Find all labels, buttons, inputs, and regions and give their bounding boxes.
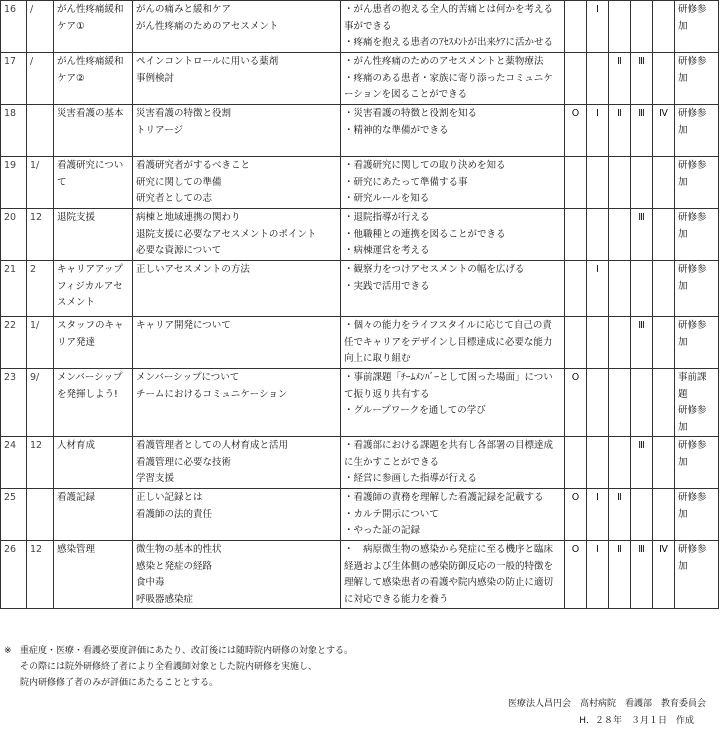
row-theme: がん性疼痛緩和ケア② [54,53,133,105]
level-cell [587,317,609,369]
level-cell [609,1,631,53]
row-goals [341,209,565,261]
level-cell: Ⅱ [609,105,631,157]
row-goals-line: ・他職種との連携を図ることができる [344,228,506,240]
level-cell [609,157,631,209]
level-cell: Ⅲ [631,541,653,609]
row-contents-line: トリアージ [136,124,184,136]
row-method: 研修参加 [675,541,719,609]
table-row [1,209,719,261]
row-contents [133,53,341,105]
row-method: 研修参加 [675,489,719,541]
row-goals-line: ・看護部における課題を共有し各部署の目標達成に生かすことができる [344,440,554,468]
row-contents-line: 病棟と地域連携の関わり [136,212,241,223]
row-goals [341,105,565,157]
row-goals [341,489,565,541]
level-cell [653,437,675,489]
row-contents [133,541,341,609]
row-goals-line: ・看護師の責務を理解した看護記録を記載する [344,492,544,503]
level-cell [653,53,675,105]
level-cell [565,1,587,53]
row-goals [341,541,565,609]
row-number: 24 [1,437,27,489]
level-cell [587,209,609,261]
row-date: 12 [27,209,54,261]
row-number: 16 [1,1,27,53]
row-number: 22 [1,317,27,369]
footer-organization: 医療法人昌円会 高村病院 看護部 教育委員会 [507,699,706,709]
row-theme: 退院支援 [54,209,133,261]
row-theme: 災害看護の基本 [54,105,133,157]
row-contents-line: チームにおけるコミュニケーション [136,388,288,400]
level-cell [565,53,587,105]
row-contents-line: 看護研究者がするべきこと [136,160,251,171]
table-row [1,261,719,317]
row-theme: 感染管理 [54,541,133,609]
row-contents [133,105,341,157]
row-contents [133,261,341,317]
row-method: 研修参加 [675,53,719,105]
table-row [1,437,719,489]
level-cell [609,317,631,369]
row-goals-line: ・研究ルールを知る [344,193,430,204]
row-contents-line: 退院支援に必要なアセスメントのポイント [136,228,317,240]
row-contents-line: 事例検討 [136,72,175,84]
row-goals-line: ・看護研究に関しての取り決めを知る [344,160,506,171]
notes [4,643,714,691]
row-theme: がん性疼痛緩和ケア① [54,1,133,53]
row-goals-line: ・個々の能力をライフスタイルに応じて自己の責任でキャリアをデザインし目標達成に必要な能力向上に取り組む [344,320,553,364]
row-goals [341,157,565,209]
level-cell: Ⅳ [653,105,675,157]
row-goals-line: ・精神的な準備ができる [344,124,449,136]
level-cell [587,369,609,437]
level-cell [609,369,631,437]
level-cell: Ⅰ [587,105,609,157]
row-number: 19 [1,157,27,209]
row-method: 事前課題 研修参加 [675,369,719,437]
level-cell [565,437,587,489]
level-cell [653,261,675,317]
row-goals [341,261,565,317]
row-contents [133,369,341,437]
level-cell: Ⅰ [587,1,609,53]
row-contents-line: 微生物の基本的性状 [136,544,222,555]
row-date: / [27,53,54,105]
row-goals-line: ・疼痛を抱える患者のｱｾｽﾒﾝﾄが出来ｹｱに活かせる [344,37,554,48]
row-method: 研修参加 [675,209,719,261]
row-goals-line: ・ 病原微生物の感染から発症に至る機序と臨床経過および生体側の感染防御反応の一般的特徴を理解して感染患者の看護や院内感染の防止に適切に対応できる能力を養う [344,544,554,605]
level-cell [565,317,587,369]
note-mark: ※ [4,646,12,656]
level-cell [631,157,653,209]
row-theme: 人材育成 [54,437,133,489]
table-row [1,541,719,609]
note-line-2: その際には院外研修終了者により全看護師対象とした院内研修を実施し、 [20,662,318,672]
level-cell: Ⅲ [631,105,653,157]
table-row [1,1,719,53]
row-number: 23 [1,369,27,437]
row-method: 研修参加 [675,157,719,209]
level-cell [653,369,675,437]
row-date: 2 [27,261,54,317]
table-row [1,53,719,105]
row-contents-line: 呼吸器感染症 [136,593,194,605]
row-contents [133,437,341,489]
row-goals-line: ・がん性疼痛のためのアセスメントと薬物療法 [344,56,544,67]
row-date: 12 [27,541,54,609]
level-cell: O [565,369,587,437]
row-contents-line: 災害看護の特徴と役割 [136,108,232,119]
row-goals [341,369,565,437]
level-cell [631,1,653,53]
level-cell [565,209,587,261]
level-cell: O [565,105,587,157]
row-date [27,105,54,157]
level-cell [631,261,653,317]
level-cell [653,209,675,261]
row-date: / [27,1,54,53]
row-theme: 看護研究について [54,157,133,209]
row-date: 1/ [27,157,54,209]
row-contents-line: キャリア開発について [136,320,231,331]
row-contents-line: 感染と発症の経路 [136,560,213,572]
row-contents [133,489,341,541]
row-goals-line: ・観察力をつけアセスメントの幅を広げる [344,264,525,275]
table-row [1,105,719,157]
row-goals-line: ・がん患者の抱える全人的苦痛とは何かを考える事ができる [344,4,554,32]
row-goals-line: ・実践で活用できる [344,280,430,292]
row-goals-line: ・疼痛のある患者・家族に寄り添ったコミュニケーションを図ることができる [344,72,553,100]
row-goals [341,317,565,369]
level-cell [565,157,587,209]
row-number: 21 [1,261,27,317]
note-line-3: 院内研修修了者のみが評価にあたることとする。 [20,678,219,688]
row-contents-line: 看護管理に必要な技術 [136,456,232,468]
level-cell: Ⅲ [631,53,653,105]
row-goals [341,437,565,489]
level-cell [631,369,653,437]
row-goals [341,1,565,53]
level-cell: O [565,489,587,541]
row-number: 17 [1,53,27,105]
level-cell [565,261,587,317]
row-goals-line: ・グループワークを通しての学び [344,405,486,416]
row-contents-line: メンバーシップについて [136,372,240,383]
level-cell: Ⅰ [587,541,609,609]
row-theme: キャリアアップフィジカルアセスメント [54,261,133,317]
row-goals-line: ・経営に参画した指導が行える [344,473,478,484]
row-contents-line: 看護師の法的責任 [136,508,213,520]
row-method: 研修参加 [675,261,719,317]
level-cell: Ⅱ [609,541,631,609]
row-theme: メンバーシップを発揮しよう! [54,369,133,437]
row-contents [133,209,341,261]
note-line-1: 重症度・医療・看護必要度評価にあたり、改訂後には随時院内研修の対象とする。 [20,646,354,656]
row-number: 20 [1,209,27,261]
row-theme: スタッフのキャリア発達 [54,317,133,369]
row-goals-line: ・退院指導が行える [344,212,430,223]
row-method: 研修参加 [675,105,719,157]
row-method: 研修参加 [675,317,719,369]
row-contents-line: 必要な資源について [136,245,222,256]
level-cell: Ⅰ [587,489,609,541]
level-cell [653,489,675,541]
level-cell: Ⅰ [587,261,609,317]
level-cell [653,1,675,53]
row-date: 1/ [27,317,54,369]
row-goals-line: ・やった証の記録 [344,525,421,536]
level-cell [609,437,631,489]
row-goals-line: ・事前課題「ﾁｰﾑﾒﾝﾊﾞｰとして困った場面」について振り返り共有する [344,372,553,400]
row-contents [133,157,341,209]
level-cell: O [565,541,587,609]
row-date: 9/ [27,369,54,437]
level-cell [653,157,675,209]
row-goals-line: ・病棟運営を考える [344,245,430,256]
row-date [27,489,54,541]
row-goals-line: ・カルテ開示について [344,508,439,520]
row-contents-line: がんの痛みと緩和ケア [136,4,232,15]
row-method: 研修参加 [675,437,719,489]
row-goals-line: ・研究にあたって準備する事 [344,176,468,188]
row-number: 18 [1,105,27,157]
row-contents-line: 研究者としての志 [136,193,213,204]
row-contents-line: 正しい記録とは [136,492,203,503]
row-contents-line: 学習支援 [136,473,175,484]
level-cell [587,157,609,209]
level-cell: Ⅱ [609,489,631,541]
table-row [1,489,719,541]
row-goals [341,53,565,105]
level-cell: Ⅲ [631,437,653,489]
footer-date: H．２８年 ３月１日 作成 [579,716,694,726]
level-cell: Ⅲ [631,209,653,261]
level-cell [631,489,653,541]
level-cell: Ⅱ [609,53,631,105]
row-theme: 看護記録 [54,489,133,541]
level-cell [609,261,631,317]
table-row [1,157,719,209]
row-contents-line: 食中毒 [136,577,165,588]
row-contents [133,1,341,53]
row-contents-line: 研究に関しての準備 [136,176,222,188]
table-row [1,317,719,369]
row-contents-line: 看護管理者としての人材育成と活用 [136,440,289,451]
level-cell: Ⅲ [631,317,653,369]
row-contents [133,317,341,369]
level-cell: Ⅳ [653,541,675,609]
level-cell [653,317,675,369]
level-cell [587,437,609,489]
row-method: 研修参加 [675,1,719,53]
row-contents-line: 正しいアセスメントの方法 [136,264,250,275]
row-contents-line: ペインコントロールに用いる薬剤 [136,56,279,67]
row-date: 12 [27,437,54,489]
row-number: 25 [1,489,27,541]
row-number: 26 [1,541,27,609]
level-cell [587,53,609,105]
level-cell [609,209,631,261]
row-goals-line: ・災害看護の特徴と役割を知る [344,108,478,119]
table-row [1,369,719,437]
row-contents-line: がん性疼痛のためのアセスメント [136,20,279,32]
